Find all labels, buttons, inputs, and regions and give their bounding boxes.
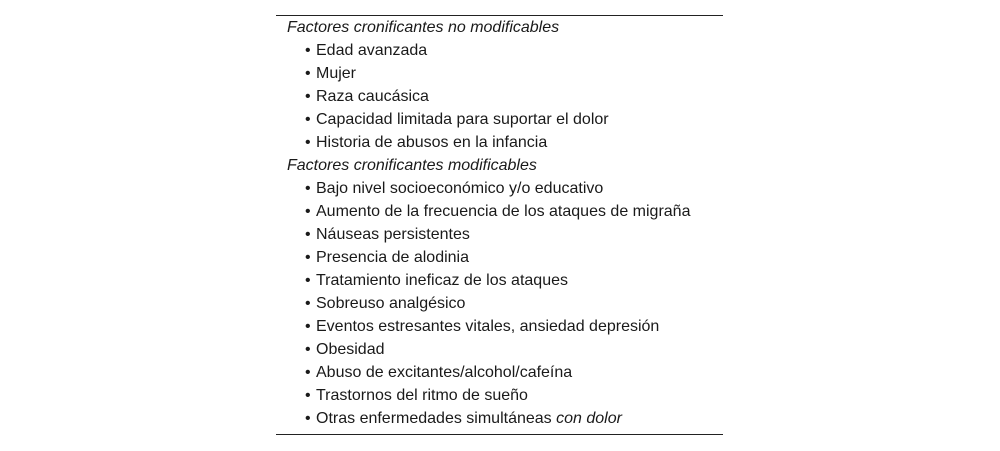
- list-item-label: Eventos estresantes vitales, ansiedad depresión: [316, 318, 660, 335]
- list-item-label: Capacidad limitada para suportar el dolor: [316, 111, 609, 128]
- list-item-label: Abuso de excitantes/alcohol/cafeína: [316, 364, 573, 381]
- list-item-label: Historia de abusos en la infancia: [316, 134, 548, 151]
- list-item-label: Trastornos del ritmo de sueño: [316, 387, 528, 404]
- list-item-label: Aumento de la frecuencia de los ataques de migraña: [316, 203, 691, 220]
- section-title-non-modifiable: Factores cronificantes no modificables: [287, 19, 560, 36]
- list-item: • Bajo nivel socioeconómico y/o educativo: [305, 180, 604, 197]
- list-item-italic-label: con dolor: [556, 410, 622, 427]
- list-item: • Sobreuso analgésico: [305, 295, 466, 312]
- list-item-label: Sobreuso analgésico: [316, 295, 466, 312]
- list-item-label: Edad avanzada: [316, 42, 428, 59]
- list-item: • Tratamiento ineficaz de los ataques: [305, 272, 568, 289]
- list-item: • Aumento de la frecuencia de los ataques de migraña: [305, 203, 691, 220]
- list-item: • Otras enfermedades simultáneas con dolor: [305, 410, 622, 427]
- list-item-label: Otras enfermedades simultáneas: [316, 410, 557, 427]
- list-item: • Mujer: [305, 65, 357, 82]
- list-item: • Edad avanzada: [305, 42, 428, 59]
- list-item-label: Raza caucásica: [316, 88, 429, 105]
- risk-factors-table: [276, 15, 723, 435]
- list-item-label: Mujer: [316, 65, 357, 82]
- list-item-label: Náuseas persistentes: [316, 226, 470, 243]
- list-item-label: Obesidad: [316, 341, 385, 358]
- list-item: • Presencia de alodinia: [305, 249, 469, 266]
- section-title-modifiable: Factores cronificantes modificables: [287, 157, 537, 174]
- list-item: • Trastornos del ritmo de sueño: [305, 387, 528, 404]
- list-item: • Historia de abusos en la infancia: [305, 134, 548, 151]
- list-item: • Capacidad limitada para suportar el dolor: [305, 111, 609, 128]
- list-item: • Náuseas persistentes: [305, 226, 470, 243]
- list-item-label: Presencia de alodinia: [316, 249, 469, 266]
- list-item-label: Tratamiento ineficaz de los ataques: [316, 272, 568, 289]
- list-item: • Obesidad: [305, 341, 385, 358]
- list-item: • Abuso de excitantes/alcohol/cafeína: [305, 364, 573, 381]
- list-item: • Raza caucásica: [305, 88, 429, 105]
- list-item-label: Bajo nivel socioeconómico y/o educativo: [316, 180, 604, 197]
- list-item: • Eventos estresantes vitales, ansiedad depresión: [305, 318, 660, 335]
